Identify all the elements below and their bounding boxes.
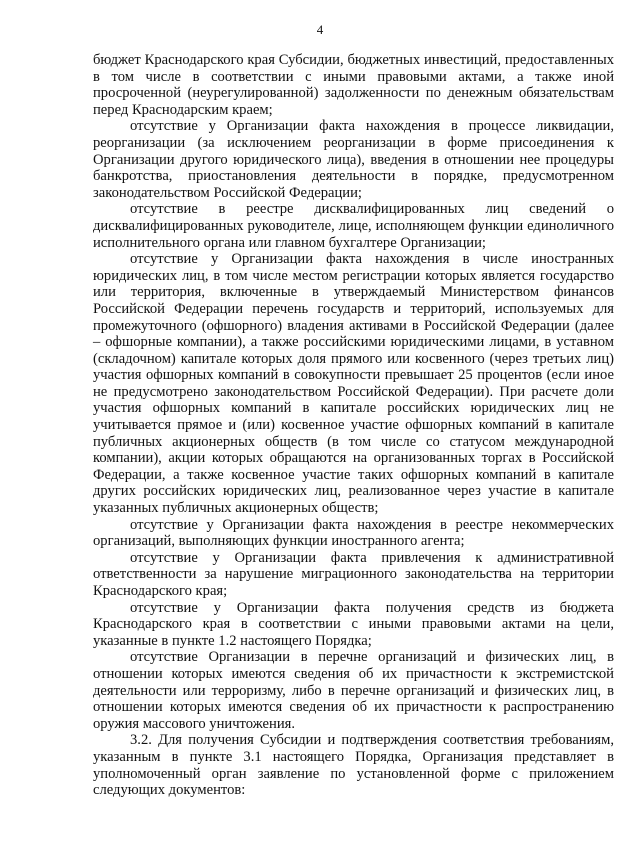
- paragraph-1: бюджет Краснодарского края Субсидии, бюджетных инвестиций, предоставленных в том числе в соответствии с иными правовыми актами, а также иной просроченной (неурегулированной) задолженности по денежным обязательствам перед Краснодарским краем;: [93, 52, 614, 118]
- paragraph-5: отсутствие у Организации факта нахождения в реестре некоммерческих организаций, выполняющих функции иностранного агента;: [93, 516, 614, 550]
- paragraph-9: 3.2. Для получения Субсидии и подтверждения соответствия требованиям, указанным в пункте 3.1 настоящего Порядка, Организация представляет в уполномоченный орган заявление по установленной форме с приложением следующих документов:: [93, 732, 614, 799]
- paragraph-2: отсутствие у Организации факта нахождения в процессе ликвидации, реорганизации (за исключением реорганизации в форме присоединения к Организации другого юридического лица), введения в отношении нее процедуры банкротства, приостановления деятельности в порядке, предусмотренном законодательством Российской Федерации;: [93, 118, 614, 201]
- paragraph-8: отсутствие Организации в перечне организаций и физических лиц, в отношении которых имеются сведения об их причастности к экстремистской деятельности или терроризму, либо в перечне организаций и физических лиц, в отношении которых имеются сведения об их причастности к распространению оружия массового уничтожения.: [93, 649, 614, 732]
- paragraph-7: отсутствие у Организации факта получения средств из бюджета Краснодарского края в соответствии с иными правовыми актами на цели, указанные в пункте 1.2 настоящего Порядка;: [93, 599, 614, 649]
- body-text: [93, 52, 614, 799]
- page-number: 4: [316, 22, 324, 37]
- paragraph-4: отсутствие у Организации факта нахождения в числе иностранных юридических лиц, в том числе местом регистрации которых является государство или территория, включенные в утверждаемый Министерством финансов Российской Федерации перечень государств и территорий, используемых для промежуточного (офшорного) владения активами в Российской Федерации (далее – офшорные компании), а также российскими юридическими лицами, в уставном (складочном) капитале которых доля прямого или косвенного (через третьих лиц) участия офшорных компаний в совокупности превышает 25 процентов (если иное не предусмотрено законодательством Российской Федерации). При расчете доли участия офшорных компаний в капитале российских юридических лиц не учитывается прямое и (или) косвенное участие офшорных компаний в капитале публичных акционерных обществ (в том числе со статусом международной компании), акции которых обращаются на организованных торгах в Российской Федерации, а также косвенное участие таких офшорных компаний в капитале других российских юридических лиц, реализованное через участие в капитале указанных публичных акционерных обществ;: [93, 251, 614, 517]
- paragraph-6: отсутствие у Организации факта привлечения к административной ответственности за нарушение миграционного законодательства на территории Краснодарского края;: [93, 549, 614, 599]
- paragraph-3: отсутствие в реестре дисквалифицированных лиц сведений о дисквалифицированных руководителе, лице, исполняющем функции единоличного исполнительного органа или главном бухгалтере Организации;: [93, 201, 614, 251]
